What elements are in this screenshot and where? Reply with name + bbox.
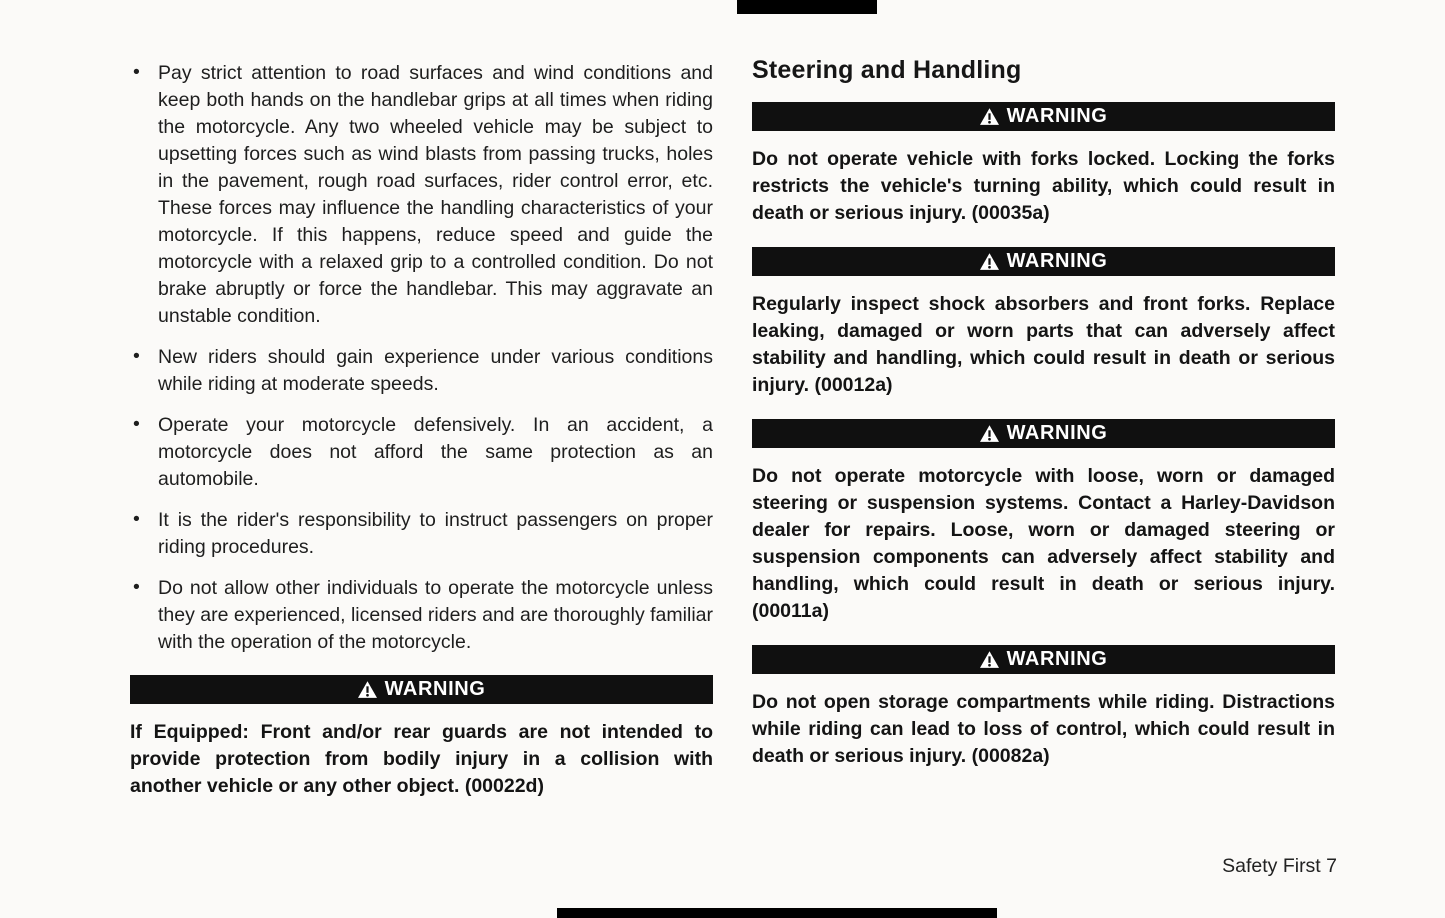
warning-label: WARNING <box>1006 105 1108 127</box>
warning-banner <box>752 102 1335 227</box>
bullet-icon: • <box>133 576 140 598</box>
warning-label: WARNING <box>384 678 486 700</box>
scan-mark-top <box>737 0 877 14</box>
warning-bar <box>752 102 1335 131</box>
bullet-text: It is the rider's responsibility to instruct passengers on proper riding procedures. <box>158 509 713 558</box>
warning-text: Do not operate vehicle with forks locked. Locking the forks restricts the vehicle's turning ability, which could result in death or serious injury. (00035a) <box>752 148 1335 224</box>
bullet-icon: • <box>133 413 140 435</box>
section-heading: Steering and Handling <box>752 56 1022 84</box>
warning-label: WARNING <box>1006 422 1108 444</box>
list-item <box>130 575 713 656</box>
list-item <box>130 60 713 330</box>
list-item <box>130 344 713 398</box>
warning-banner <box>130 675 713 800</box>
warning-text: Do not operate motorcycle with loose, worn or damaged steering or suspension systems. Contact a Harley-Davidson dealer for repairs. Loose, worn or damaged steering or suspension components can adversely affect stability and handling, which could result in death or serious injury. (00011a) <box>752 465 1335 622</box>
warning-triangle-icon <box>980 253 999 270</box>
warning-label: WARNING <box>1006 648 1108 670</box>
warning-bar <box>752 645 1335 674</box>
bullet-icon: • <box>133 61 140 83</box>
warning-banner <box>752 645 1335 770</box>
warning-banner <box>752 247 1335 399</box>
scan-mark-bottom <box>557 908 997 918</box>
bullet-text: Operate your motorcycle defensively. In an accident, a motorcycle does not afford the same protection as an automobile. <box>158 414 713 490</box>
warning-bar <box>752 247 1335 276</box>
warning-text: If Equipped: Front and/or rear guards are not intended to provide protection from bodily injury in a collision with another vehicle or any other object. (00022d) <box>130 721 713 797</box>
warning-triangle-icon <box>980 108 999 125</box>
page-footer: Safety First 7 <box>1222 855 1337 877</box>
safety-bullet-list <box>130 60 713 656</box>
bullet-text: Pay strict attention to road surfaces and wind conditions and keep both hands on the handlebar grips at all times when riding the motorcycle. Any two wheeled vehicle may be subject to upsetting forces such as wind blasts from passing trucks, holes in the pavement, rough road surfaces, rider control error, etc. These forces may influence the handling characteristics of your motorcycle. If this happens, reduce speed and guide the motorcycle with a relaxed grip to a controlled condition. Do not brake abruptly or force the handlebar. This may aggravate an unstable condition. <box>158 62 713 327</box>
warning-text: Do not open storage compartments while riding. Distractions while riding can lead to loss of control, which could result in death or serious injury. (00082a) <box>752 691 1335 767</box>
warning-bar <box>130 675 713 704</box>
bullet-text: New riders should gain experience under various conditions while riding at moderate speeds. <box>158 346 713 395</box>
warning-text: Regularly inspect shock absorbers and front forks. Replace leaking, damaged or worn parts that can adversely affect stability and handling, which could result in death or serious injury. (00012a) <box>752 293 1335 396</box>
right-column <box>752 56 1335 790</box>
bullet-icon: • <box>133 508 140 530</box>
warning-triangle-icon <box>358 681 377 698</box>
warning-label: WARNING <box>1006 250 1108 272</box>
list-item <box>130 412 713 493</box>
warning-triangle-icon <box>980 651 999 668</box>
bullet-icon: • <box>133 345 140 367</box>
bullet-text: Do not allow other individuals to operate the motorcycle unless they are experienced, licensed riders and are thoroughly familiar with the operation of the motorcycle. <box>158 577 713 653</box>
warning-banner <box>752 419 1335 625</box>
warning-triangle-icon <box>980 425 999 442</box>
left-column <box>130 60 713 820</box>
list-item <box>130 507 713 561</box>
warning-bar <box>752 419 1335 448</box>
